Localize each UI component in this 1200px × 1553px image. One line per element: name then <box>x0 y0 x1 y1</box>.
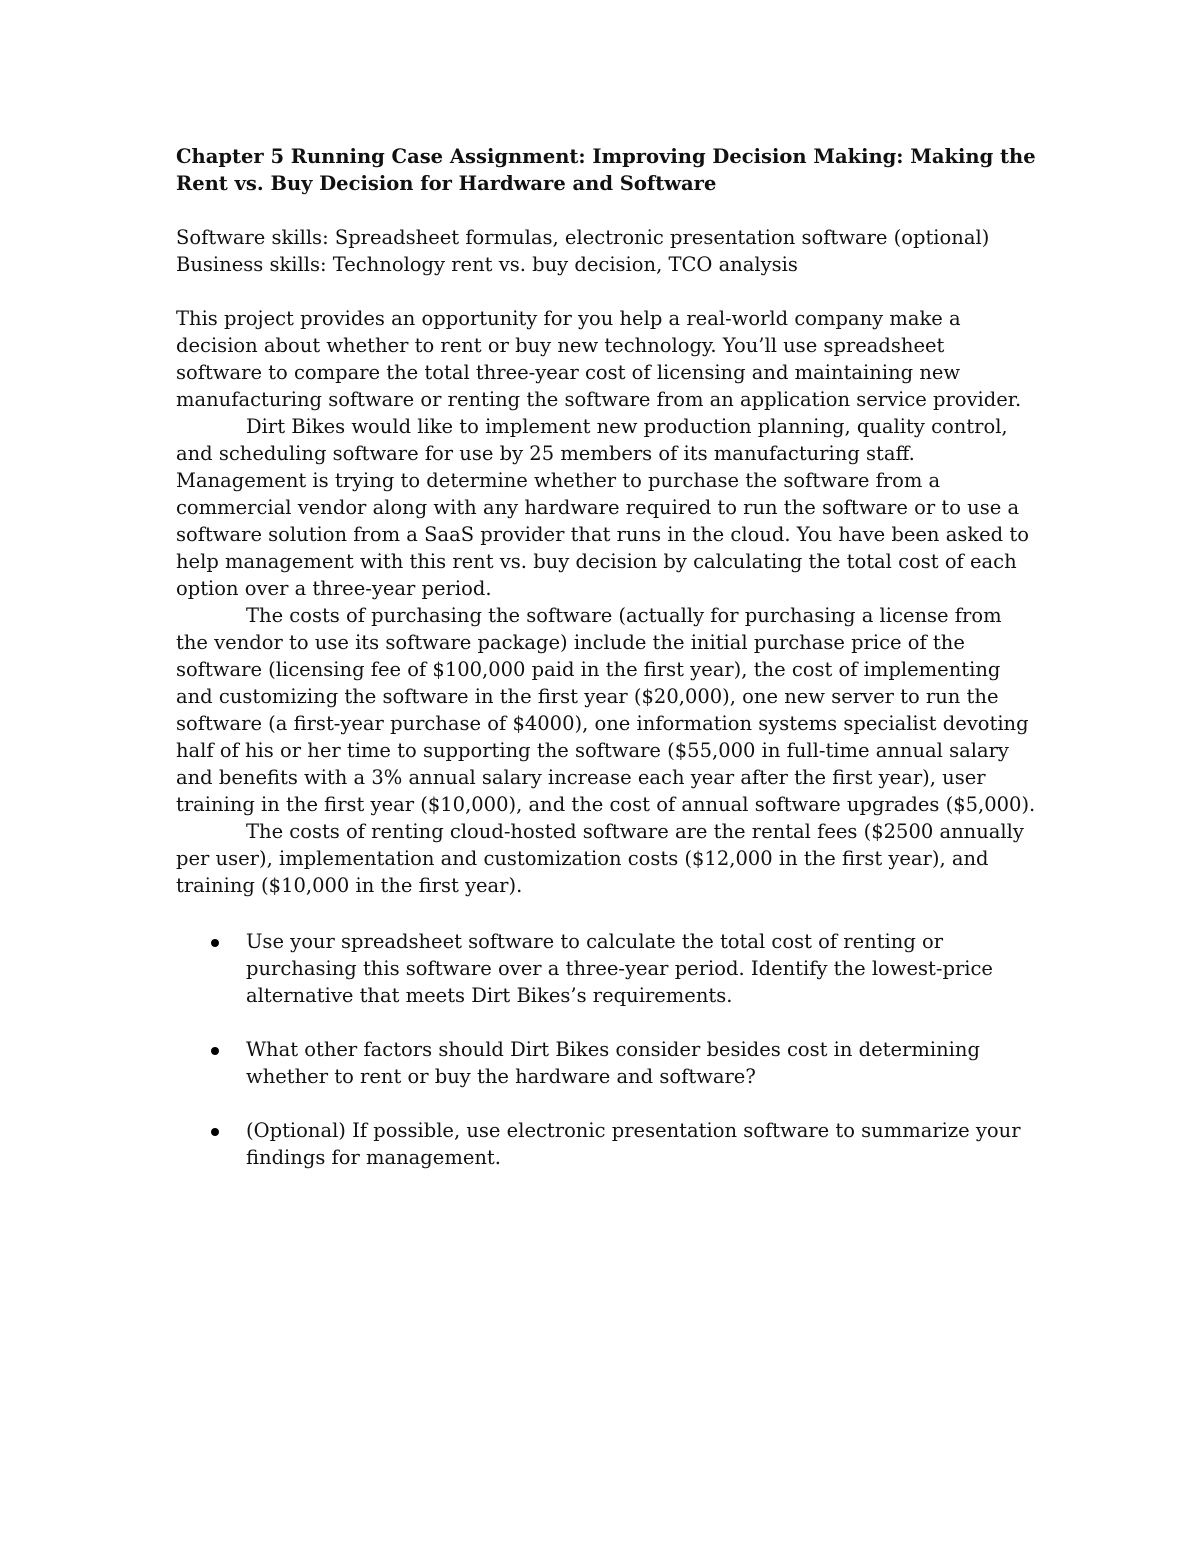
list-item-text: What other factors should Dirt Bikes consider besides cost in determining whether to rent or buy the hardware and software? <box>246 1038 980 1088</box>
document-title: Chapter 5 Running Case Assignment: Improving Decision Making: Making the Rent vs. Buy Decision for Hardware and Software <box>176 145 1036 195</box>
dirt-bikes-paragraph: Dirt Bikes would like to implement new production planning, quality control, and scheduling software for use by 25 members of its manufacturing staff. Management is trying to determine whether to purchase the software from a commercial vendor along with any hardware required to run the software or to use a software solution from a SaaS provider that runs in the cloud. You have been asked to help management with this rent vs. buy decision by calculating the total cost of each option over a three-year period. <box>176 415 1029 600</box>
list-item <box>176 1036 1036 1090</box>
bullet-icon <box>211 1047 219 1055</box>
bullet-icon <box>211 1128 219 1136</box>
task-list <box>176 928 1036 1171</box>
purchase-costs-paragraph: The costs of purchasing the software (actually for purchasing a license from the vendor to use its software package) include the initial purchase price of the software (licensing fee of $100,000 paid in the first year), the cost of implementing and customizing the software in the first year ($20,000), one new server to run the software (a first-year purchase of $4000), one information systems specialist devoting half of his or her time to supporting the software ($55,000 in full-time annual salary and benefits with a 3% annual salary increase each year after the first year), user training in the first year ($10,000), and the cost of annual software upgrades ($5,000). <box>176 604 1036 816</box>
intro-paragraph: This project provides an opportunity for you help a real-world company make a decision about whether to rent or buy new technology. You’ll use spreadsheet software to compare the total three-year cost of licensing and maintaining new manufacturing software or renting the software from an application service provider. <box>176 307 1022 411</box>
business-skills-line: Business skills: Technology rent vs. buy decision, TCO analysis <box>176 253 798 276</box>
list-item <box>176 1117 1036 1171</box>
bullet-icon <box>211 939 219 947</box>
list-item-text: Use your spreadsheet software to calculate the total cost of renting or purchasing this software over a three-year period. Identify the lowest-price alternative that meets Dirt Bikes’s requirements. <box>246 930 993 1007</box>
skills-block <box>176 224 1036 278</box>
software-skills-line: Software skills: Spreadsheet formulas, electronic presentation software (optional) <box>176 226 990 249</box>
document-page <box>176 143 1036 1198</box>
document-body <box>176 305 1036 899</box>
list-item-text: (Optional) If possible, use electronic presentation software to summarize your findings for management. <box>246 1119 1021 1169</box>
rental-costs-paragraph: The costs of renting cloud-hosted software are the rental fees ($2500 annually per user), implementation and customization costs ($12,000 in the first year), and training ($10,000 in the first year). <box>176 820 1024 897</box>
list-item <box>176 928 1036 1009</box>
